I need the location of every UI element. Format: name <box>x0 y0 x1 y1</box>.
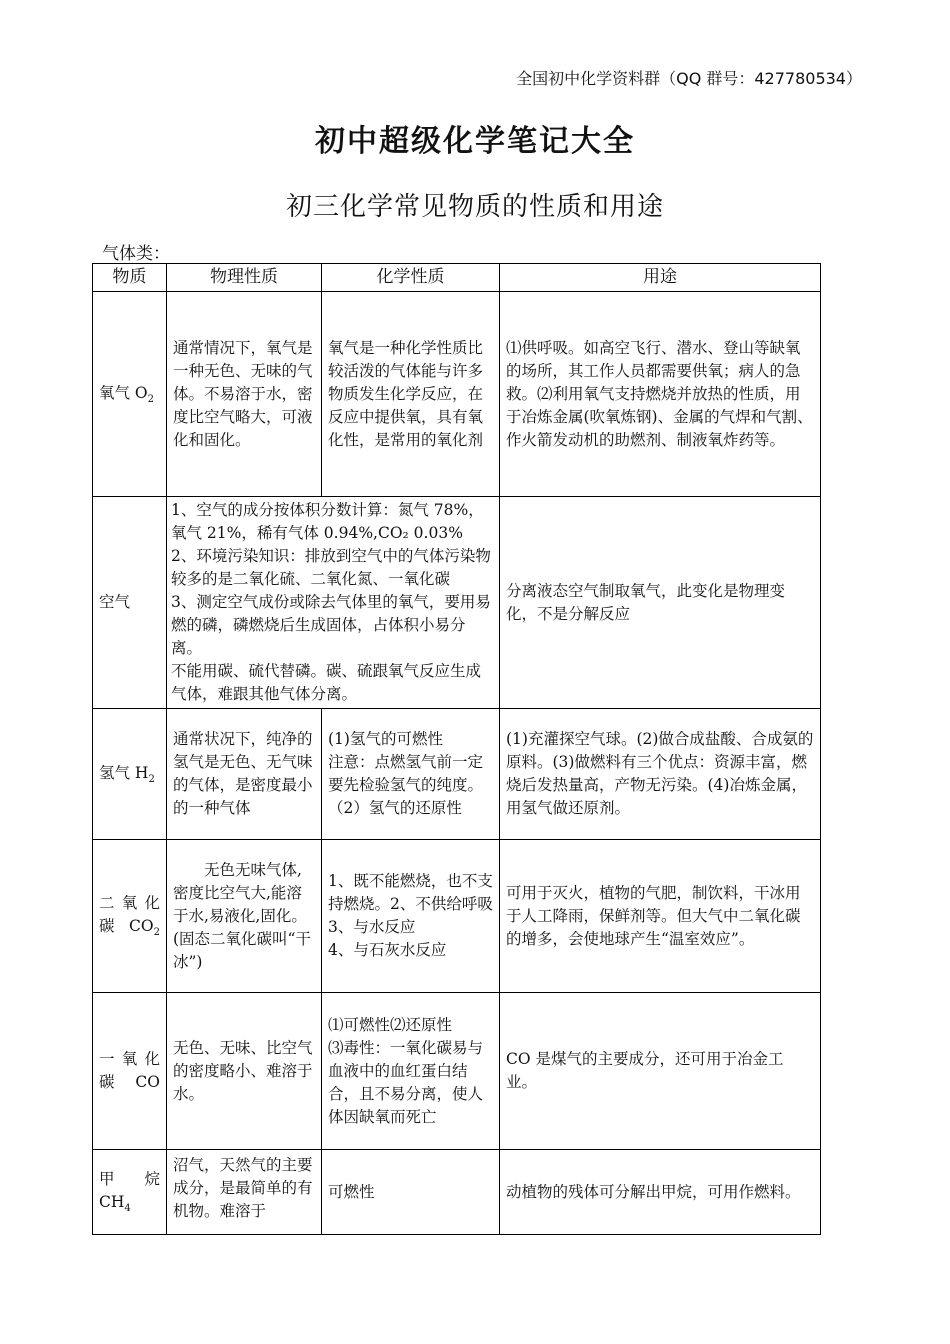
table-row <box>93 840 821 993</box>
physical-property: 无色无味气体,密度比空气大,能溶于水,易液化,固化。(固态二氧化碳叫“干冰”) <box>167 840 322 993</box>
subscript: 2 <box>153 927 160 938</box>
substance-name-text: 氧气 O <box>99 383 148 402</box>
table-row <box>93 292 821 497</box>
properties-table <box>92 263 821 1235</box>
table-row <box>93 1150 821 1235</box>
uses: 分离液态空气制取氧气，此变化是物理变化，不是分解反应 <box>500 497 821 709</box>
uses: 动植物的残体可分解出甲烷，可用作燃料。 <box>500 1150 821 1235</box>
header-note: 全国初中化学资料群（QQ 群号：427780534） <box>516 69 862 88</box>
substance-name <box>93 292 167 497</box>
chemical-property: (1)氢气的可燃性 注意：点燃氢气前一定要先检验氢气的纯度。（2）氢气的还原性 <box>322 709 500 840</box>
header-physical: 物理性质 <box>167 264 322 292</box>
header-substance: 物质 <box>93 264 167 292</box>
substance-name <box>93 1150 167 1235</box>
chemical-property: 可燃性 <box>322 1150 500 1235</box>
physical-property: 通常状况下，纯净的氢气是无色、无气味的气体，是密度最小的一种气体 <box>167 709 322 840</box>
main-title: 初中超级化学笔记大全 <box>315 124 635 159</box>
substance-name-text: 甲烷 CH <box>99 1170 160 1211</box>
physical-property: 通常情况下，氧气是一种无色、无味的气体。不易溶于水，密度比空气略大，可液化和固化。 <box>167 292 322 497</box>
sub-title: 初三化学常见物质的性质和用途 <box>285 192 664 222</box>
uses: ⑴供呼吸。如高空飞行、潜水、登山等缺氧的场所，其工作人员都需要供氧；病人的急救。⑵利用氧气支持燃烧并放热的性质，用于冶炼金属(吹氧炼钢)、金属的气焊和气割、作火箭发动机的助燃剂、制液氧炸药等。 <box>500 292 821 497</box>
substance-name: 空气 <box>93 497 167 709</box>
subscript: 2 <box>148 773 155 785</box>
subscript: 2 <box>147 393 155 405</box>
chemical-property: 1、既不能燃烧，也不支持燃烧。2、不供给呼吸 3、与水反应 4、与石灰水反应 <box>322 840 500 993</box>
subscript: 4 <box>124 1203 131 1214</box>
chemical-property: ⑴可燃性⑵还原性 ⑶毒性：一氧化碳易与血液中的血红蛋白结合，且不易分离，使人体因缺氧而死亡 <box>322 993 500 1150</box>
substance-name: 一氧化碳 CO <box>93 993 167 1150</box>
header-uses: 用途 <box>500 264 821 292</box>
substance-name <box>93 840 167 993</box>
uses: CO 是煤气的主要成分，还可用于冶金工业。 <box>500 993 821 1150</box>
chemical-property: 氧气是一种化学性质比较活泼的气体能与许多物质发生化学反应，在反应中提供氧，具有氧化性，是常用的氧化剂 <box>322 292 500 497</box>
table-header-row <box>93 264 821 292</box>
table-row <box>93 993 821 1150</box>
substance-name-text: 二氧化碳 CO <box>99 894 160 935</box>
uses: 可用于灭火，植物的气肥，制饮料，干冰用于人工降雨，保鲜剂等。但大气中二氧化碳的增多，会使地球产生“温室效应”。 <box>500 840 821 993</box>
table-row <box>93 497 821 709</box>
table-row <box>93 709 821 840</box>
substance-name-text: 氢气 H <box>99 763 149 782</box>
physical-property: 无色、无味、比空气的密度略小、难溶于水。 <box>167 993 322 1150</box>
uses: (1)充灌探空气球。(2)做合成盐酸、合成氨的原料。(3)做燃料有三个优点：资源丰富，燃烧后发热量高，产物无污染。(4)冶炼金属，用氢气做还原剂。 <box>500 709 821 840</box>
section-label: 气体类： <box>102 244 170 264</box>
physical-chemical-property: 1、空气的成分按体积分数计算：氮气 78%，氧气 21%，稀有气体 0.94%,CO₂ 0.03% 2、环境污染知识：排放到空气中的气体污染物较多的是二氧化硫、二氧化氮、一氧化碳 3、测定空气成份或除去气体里的氧气，要用易燃的磷，磷燃烧后生成固体，占体积小易分离。 不能用碳、硫代替磷。碳、硫跟氧气反应生成气体，难跟其他气体分离。 <box>167 497 500 709</box>
header-chemical: 化学性质 <box>322 264 500 292</box>
physical-property: 沼气，天然气的主要成分，是最简单的有机物。难溶于 <box>167 1150 322 1235</box>
substance-name <box>93 709 167 840</box>
